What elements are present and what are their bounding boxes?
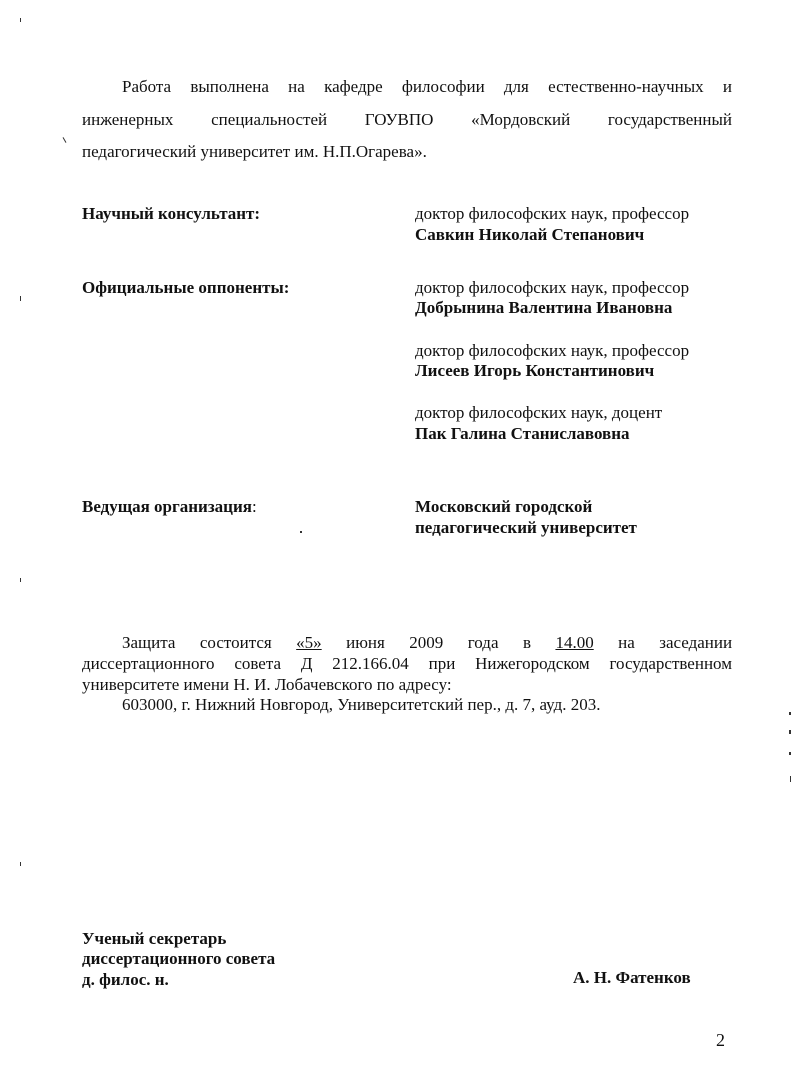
opponent-2-name: Лисеев Игорь Константинович <box>415 361 655 380</box>
page-number: 2 <box>716 1030 725 1050</box>
scan-speck <box>20 862 21 866</box>
scan-speck <box>20 296 21 301</box>
defense-time: 14.00 <box>555 633 594 652</box>
opponent-1-title: доктор философских наук, профессор <box>415 278 690 297</box>
intro-line-3: педагогический университет им. Н.П.Огарева». <box>82 142 427 161</box>
leading-org-line-2: педагогический университет <box>415 518 637 537</box>
secretary-line-1: Ученый секретарь <box>82 929 227 948</box>
opponents-label: Официальные оппоненты: <box>82 278 290 297</box>
defense-word: июня <box>346 633 385 652</box>
consultant-label: Научный консультант: <box>82 204 261 223</box>
defense-line-1 <box>122 633 732 653</box>
defense-word: заседании <box>659 633 733 652</box>
opponent-3-name: Пак Галина Станиславовна <box>415 424 630 443</box>
leading-org-line-1: Московский городской <box>415 497 593 516</box>
defense-line-2: диссертационного совета Д 212.166.04 при Нижегородском государственном <box>82 654 732 673</box>
secretary-line-2: диссертационного совета <box>82 949 276 968</box>
scan-speck <box>789 712 791 715</box>
opponent-3-title: доктор философских наук, доцент <box>415 403 663 422</box>
scan-speck <box>20 18 21 22</box>
leading-org-label <box>82 497 257 517</box>
opponent-2-title: доктор философских наук, профессор <box>415 341 690 360</box>
consultant-title: доктор философских наук, профессор <box>415 204 690 223</box>
defense-address: 603000, г. Нижний Новгород, Университетский пер., д. 7, ауд. 203. <box>122 695 601 714</box>
defense-word: состоится <box>199 633 272 652</box>
secretary-name: А. Н. Фатенков <box>573 968 691 987</box>
consultant-name: Савкин Николай Степанович <box>415 225 645 244</box>
defense-word: Защита <box>122 633 176 652</box>
defense-date-day: «5» <box>296 633 322 652</box>
opponent-1-name: Добрынина Валентина Ивановна <box>415 298 673 317</box>
defense-word: года <box>467 633 499 652</box>
leading-org-label-colon: : <box>251 497 257 516</box>
scan-speck <box>300 531 302 533</box>
intro-line-1: Работа выполнена на кафедре философии для естественно-научных и <box>122 77 732 96</box>
defense-line-3: университете имени Н. И. Лобачевского по адресу: <box>82 675 452 694</box>
scan-speck <box>790 776 791 782</box>
defense-word: 2009 <box>409 633 444 652</box>
scan-speck <box>789 752 791 755</box>
defense-word: на <box>618 633 635 652</box>
scan-speck <box>789 730 791 734</box>
defense-word: в <box>522 633 531 652</box>
secretary-line-3: д. филос. н. <box>82 970 169 989</box>
intro-line-2: инженерных специальностей ГОУВПО «Мордовский государственный <box>82 110 732 129</box>
scan-speck <box>20 578 21 582</box>
scan-speck <box>63 137 67 143</box>
leading-org-label-text: Ведущая организация <box>82 497 252 516</box>
